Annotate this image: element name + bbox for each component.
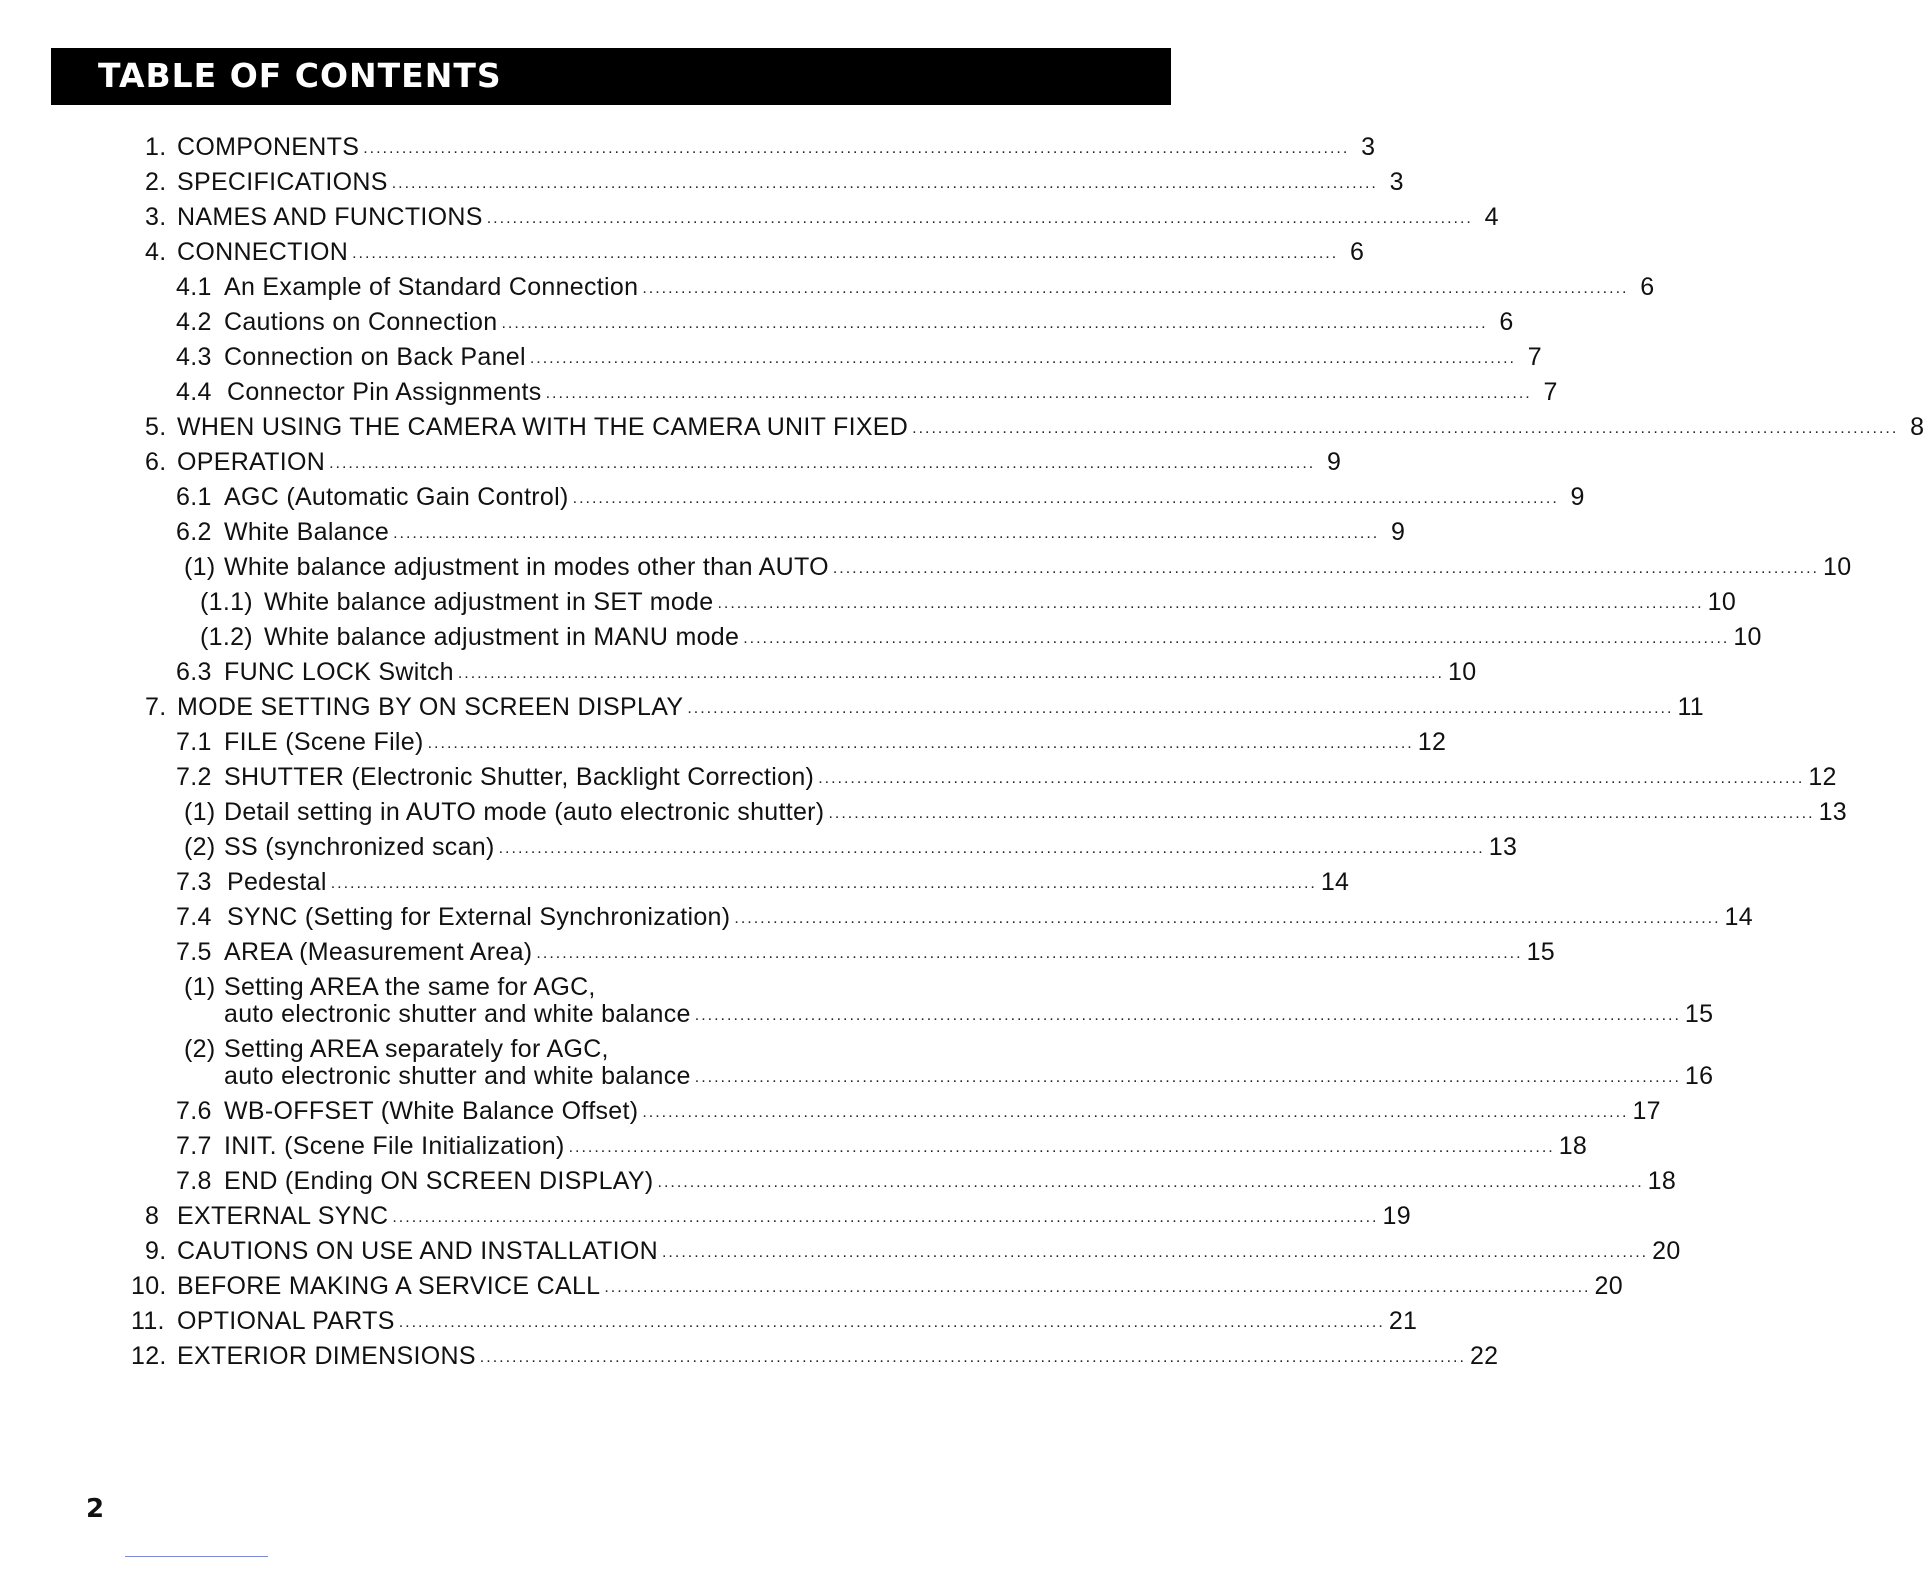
entry-title-line1: Setting AREA separately for AGC, xyxy=(224,1035,609,1063)
entry-title: CAUTIONS ON USE AND INSTALLATION xyxy=(177,1237,658,1265)
dot-leader: ......................................................................................................................................................... xyxy=(498,840,1485,857)
entry-page: 6 xyxy=(1349,238,1365,266)
toc-entry[interactable] xyxy=(176,342,1542,372)
entry-number: (1) xyxy=(184,973,216,1001)
entry-page: 12 xyxy=(1808,763,1837,791)
toc-entry[interactable] xyxy=(145,167,1404,197)
dot-leader: ......................................................................................................................................................... xyxy=(457,665,1444,682)
toc-entry[interactable] xyxy=(200,587,1737,617)
entry-page: 21 xyxy=(1388,1307,1418,1335)
toc-entry[interactable] xyxy=(145,202,1499,232)
entry-title: END (Ending ON SCREEN DISPLAY) xyxy=(224,1167,654,1195)
toc-entry[interactable] xyxy=(176,377,1558,407)
entry-page: 12 xyxy=(1417,728,1447,756)
toc-entry[interactable] xyxy=(224,1061,1714,1091)
entry-title: WHEN USING THE CAMERA WITH THE CAMERA UNIT FIXED xyxy=(177,413,909,441)
entry-page: 9 xyxy=(1391,518,1406,546)
entry-page: 7 xyxy=(1527,343,1542,371)
entry-page: 13 xyxy=(1818,798,1847,826)
entry-title: COMPONENTS xyxy=(177,133,360,161)
entry-title: CONNECTION xyxy=(177,238,349,266)
entry-page: 9 xyxy=(1570,483,1585,511)
dot-leader: ......................................................................................................................................................... xyxy=(818,770,1805,787)
entry-page: 6 xyxy=(1640,273,1655,301)
dot-leader: ......................................................................................................................................................... xyxy=(694,1069,1681,1086)
entry-title: EXTERIOR DIMENSIONS xyxy=(177,1342,476,1370)
entry-page: 10 xyxy=(1707,588,1737,616)
toc-entry[interactable] xyxy=(176,937,1555,967)
toc-entry[interactable] xyxy=(131,1341,1499,1371)
entry-title: Detail setting in AUTO mode (auto electronic shutter) xyxy=(224,798,825,826)
entry-page: 6 xyxy=(1499,308,1514,336)
entry-page: 10 xyxy=(1733,623,1762,651)
entry-title: Cautions on Connection xyxy=(224,308,498,336)
toc-entry[interactable] xyxy=(131,1306,1418,1336)
entry-title: INIT. (Scene File Initialization) xyxy=(224,1132,565,1160)
toc-entry[interactable] xyxy=(176,1131,1588,1161)
toc-entry[interactable] xyxy=(145,412,1924,442)
entry-title: White balance adjustment in modes other than AUTO xyxy=(224,553,829,581)
entry-number: 7.5 xyxy=(176,938,212,966)
dot-leader: ......................................................................................................................................................... xyxy=(398,1314,1385,1331)
entry-page: 20 xyxy=(1594,1272,1623,1300)
entry-page: 13 xyxy=(1488,833,1518,861)
entry-number: 4.1 xyxy=(176,273,212,301)
entry-number: 7.8 xyxy=(176,1167,212,1195)
entry-page: 18 xyxy=(1558,1132,1588,1160)
dot-leader: ......................................................................................................................................................... xyxy=(501,315,1488,332)
entry-number: 11. xyxy=(131,1307,165,1335)
dot-leader: ......................................................................................................................................................... xyxy=(642,1104,1629,1121)
entry-page: 15 xyxy=(1684,1000,1714,1028)
page-number: 2 xyxy=(86,1494,105,1524)
toc-entry[interactable] xyxy=(184,832,1518,862)
entry-page: 10 xyxy=(1447,658,1477,686)
entry-number: (2) xyxy=(184,1035,216,1063)
dot-leader: ......................................................................................................................................................... xyxy=(363,140,1350,157)
entry-number: (1.2) xyxy=(200,623,253,651)
dot-leader: ......................................................................................................................................................... xyxy=(828,805,1815,822)
toc-entry[interactable] xyxy=(145,237,1365,267)
toc-entry[interactable] xyxy=(176,902,1753,932)
entry-number: 4.2 xyxy=(176,308,212,336)
dot-leader: ......................................................................................................................................................... xyxy=(687,700,1674,717)
entry-title: SHUTTER (Electronic Shutter, Backlight Correction) xyxy=(224,763,815,791)
entry-title: SYNC (Setting for External Synchronization) xyxy=(227,903,731,931)
entry-page: 11 xyxy=(1677,693,1705,721)
dot-leader: ......................................................................................................................................................... xyxy=(661,1244,1649,1261)
toc-entry[interactable] xyxy=(224,999,1714,1029)
entry-page: 20 xyxy=(1652,1237,1681,1265)
entry-number: 1. xyxy=(145,133,167,161)
entry-page: 9 xyxy=(1327,448,1342,476)
entry-number: 4. xyxy=(145,238,167,266)
entry-number: 7.1 xyxy=(176,728,212,756)
dot-leader: ......................................................................................................................................................... xyxy=(717,595,1704,612)
entry-title: OPERATION xyxy=(177,448,326,476)
entry-page: 14 xyxy=(1320,868,1350,896)
dot-leader: ......................................................................................................................................................... xyxy=(604,1279,1591,1296)
dot-leader: ......................................................................................................................................................... xyxy=(743,630,1730,647)
dot-leader: ......................................................................................................................................................... xyxy=(352,245,1339,262)
dot-leader: ......................................................................................................................................................... xyxy=(694,1007,1681,1024)
dot-leader: ......................................................................................................................................................... xyxy=(657,1174,1644,1191)
toc-entry[interactable] xyxy=(184,552,1852,582)
entry-title: BEFORE MAKING A SERVICE CALL xyxy=(177,1272,601,1300)
entry-number: 7. xyxy=(145,693,167,721)
entry-title: Connection on Back Panel xyxy=(224,343,526,371)
entry-page: 10 xyxy=(1822,553,1852,581)
dot-leader: ......................................................................................................................................................... xyxy=(529,350,1516,367)
dot-leader: ......................................................................................................................................................... xyxy=(832,560,1819,577)
entry-number: 2. xyxy=(145,168,167,196)
toc-entry[interactable] xyxy=(176,867,1350,897)
entry-title: White balance adjustment in MANU mode xyxy=(264,623,740,651)
entry-page: 3 xyxy=(1361,133,1376,161)
dot-leader: ......................................................................................................................................................... xyxy=(330,875,1317,892)
entry-number: 4.3 xyxy=(176,343,212,371)
dot-leader: ......................................................................................................................................................... xyxy=(912,420,1899,437)
dot-leader: ......................................................................................................................................................... xyxy=(427,735,1414,752)
entry-title: OPTIONAL PARTS xyxy=(177,1307,395,1335)
dot-leader: ......................................................................................................................................................... xyxy=(486,210,1473,227)
toc-entry[interactable] xyxy=(176,1166,1677,1196)
entry-page: 15 xyxy=(1526,938,1555,966)
entry-page: 22 xyxy=(1469,1342,1499,1370)
entry-page: 14 xyxy=(1724,903,1753,931)
entry-page: 8 xyxy=(1910,413,1924,441)
entry-title: NAMES AND FUNCTIONS xyxy=(177,203,483,231)
entry-number: (1) xyxy=(184,553,216,581)
entry-page: 18 xyxy=(1647,1167,1677,1195)
entry-number: 5. xyxy=(145,413,167,441)
entry-number: 7.2 xyxy=(176,763,212,791)
dot-leader: ......................................................................................................................................................... xyxy=(734,910,1721,927)
toc-entry[interactable] xyxy=(176,482,1585,512)
toc-entry[interactable] xyxy=(176,272,1655,302)
entry-page: 19 xyxy=(1382,1202,1411,1230)
entry-number: 12. xyxy=(131,1342,167,1370)
entry-title: Connector Pin Assignments xyxy=(227,378,542,406)
entry-title: MODE SETTING BY ON SCREEN DISPLAY xyxy=(177,693,684,721)
entry-title: WB-OFFSET (White Balance Offset) xyxy=(224,1097,639,1125)
entry-number: 3. xyxy=(145,203,167,231)
toc-entry[interactable] xyxy=(131,1271,1623,1301)
entry-title: AGC (Automatic Gain Control) xyxy=(224,483,569,511)
entry-number: 10. xyxy=(131,1272,167,1300)
entry-number: (1.1) xyxy=(200,588,253,616)
entry-title: White Balance xyxy=(224,518,390,546)
entry-page: 4 xyxy=(1484,203,1499,231)
entry-title: auto electronic shutter and white balance xyxy=(224,1062,691,1090)
header-bar xyxy=(51,48,1171,105)
entry-number: 6. xyxy=(145,448,167,476)
entry-page: 3 xyxy=(1389,168,1404,196)
entry-number: 7.4 xyxy=(176,903,212,931)
entry-number: 7.3 xyxy=(176,868,212,896)
entry-title: White balance adjustment in SET mode xyxy=(264,588,714,616)
entry-title: An Example of Standard Connection xyxy=(224,273,639,301)
dot-leader: ......................................................................................................................................................... xyxy=(391,175,1378,192)
entry-number: 6.3 xyxy=(176,658,212,686)
toc-entry[interactable] xyxy=(176,307,1514,337)
entry-number: 9. xyxy=(145,1237,167,1265)
dot-leader: ......................................................................................................................................................... xyxy=(393,525,1380,542)
entry-number: 4.4 xyxy=(176,378,212,406)
entry-title: EXTERNAL SYNC xyxy=(177,1202,389,1230)
entry-page: 17 xyxy=(1632,1097,1661,1125)
toc-entry[interactable] xyxy=(145,447,1342,477)
entry-title: FILE (Scene File) xyxy=(224,728,424,756)
entry-number: 7.6 xyxy=(176,1097,212,1125)
entry-title: Pedestal xyxy=(227,868,327,896)
dot-leader: ......................................................................................................................................................... xyxy=(329,455,1316,472)
entry-title: SS (synchronized scan) xyxy=(224,833,495,861)
footer-rule xyxy=(125,1556,268,1557)
entry-number: 7.7 xyxy=(176,1132,212,1160)
entry-number: (2) xyxy=(184,833,216,861)
toc-entry[interactable] xyxy=(176,517,1406,547)
entry-title: auto electronic shutter and white balance xyxy=(224,1000,691,1028)
entry-number: 6.2 xyxy=(176,518,212,546)
toc-entry[interactable] xyxy=(176,1096,1661,1126)
toc-entry[interactable] xyxy=(145,692,1705,722)
dot-leader: ......................................................................................................................................................... xyxy=(568,1139,1555,1156)
dot-leader: ......................................................................................................................................................... xyxy=(392,1209,1379,1226)
toc-entry[interactable] xyxy=(200,622,1762,652)
entry-page: 7 xyxy=(1543,378,1558,406)
dot-leader: ......................................................................................................................................................... xyxy=(642,280,1629,297)
entry-title: AREA (Measurement Area) xyxy=(224,938,533,966)
entry-title-line1: Setting AREA the same for AGC, xyxy=(224,973,596,1001)
toc-entry[interactable] xyxy=(184,797,1847,827)
entry-title: FUNC LOCK Switch xyxy=(224,658,454,686)
entry-number: 8 xyxy=(145,1202,160,1230)
entry-number: (1) xyxy=(184,798,216,826)
dot-leader: ......................................................................................................................................................... xyxy=(572,490,1559,507)
page-title: TABLE OF CONTENTS xyxy=(98,56,502,95)
toc-entry[interactable] xyxy=(145,1201,1411,1231)
toc-entry[interactable] xyxy=(176,762,1837,792)
dot-leader: ......................................................................................................................................................... xyxy=(545,385,1532,402)
entry-title: SPECIFICATIONS xyxy=(177,168,388,196)
toc-entry[interactable] xyxy=(145,132,1376,162)
entry-page: 16 xyxy=(1684,1062,1714,1090)
entry-number: 6.1 xyxy=(176,483,212,511)
toc-entry[interactable] xyxy=(145,1236,1681,1266)
dot-leader: ......................................................................................................................................................... xyxy=(536,945,1523,962)
toc-entry[interactable] xyxy=(176,657,1477,687)
toc-entry[interactable] xyxy=(176,727,1447,757)
dot-leader: ......................................................................................................................................................... xyxy=(479,1349,1466,1366)
